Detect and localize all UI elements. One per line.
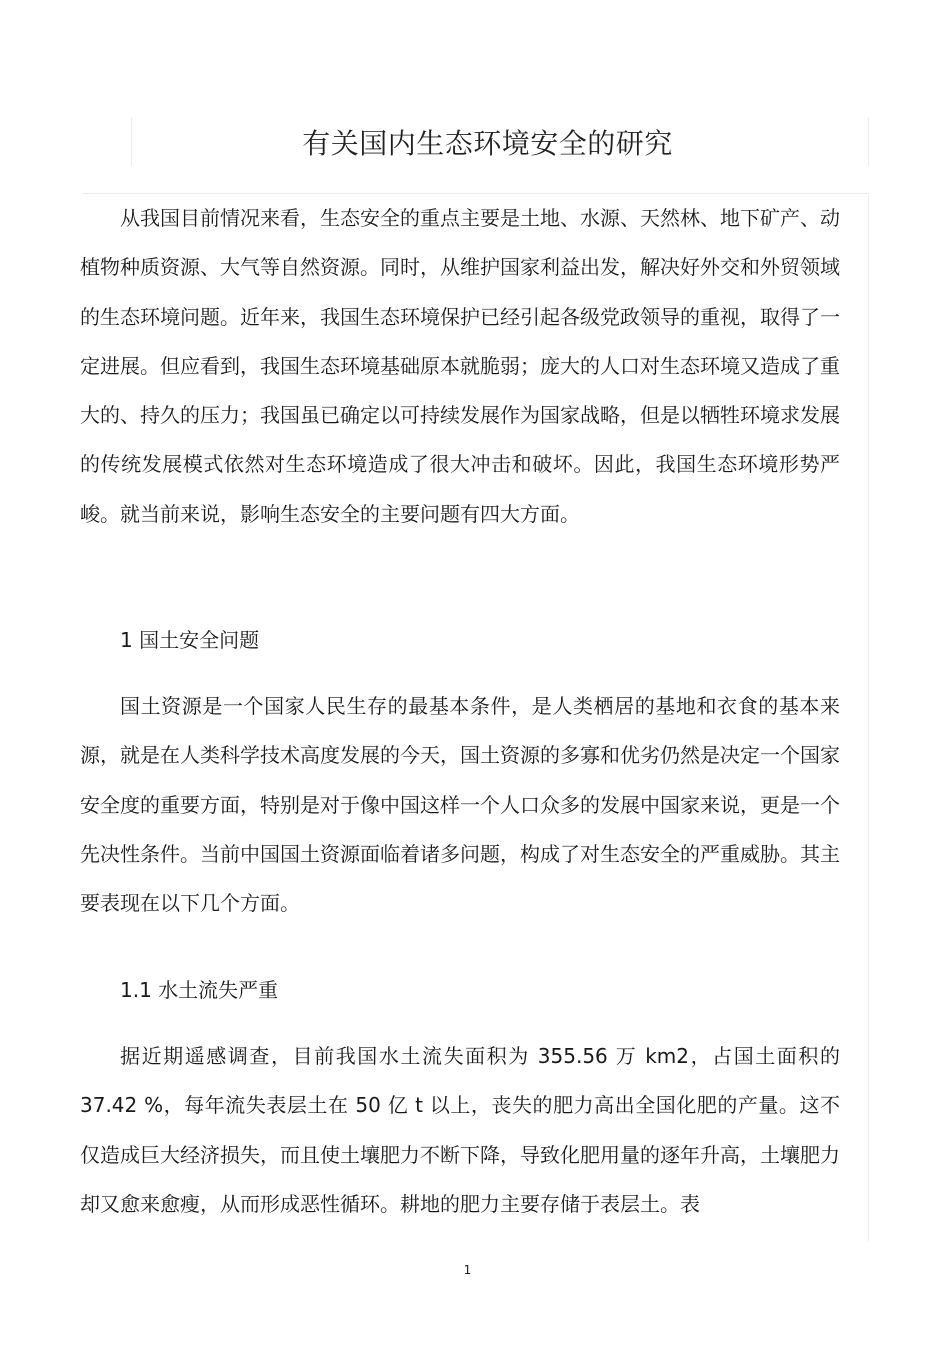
body-frame-right-rule — [868, 196, 869, 1241]
subsection-heading-soil-erosion: 1.1 水土流失严重 — [120, 978, 279, 1002]
page-number: 1 — [463, 1263, 472, 1277]
intro-paragraph: 从我国目前情况来看，生态安全的重点主要是土地、水源、天然林、地下矿产、动植物种质资源、大气等自然资源。同时，从维护国家利益出发，解决好外交和外贸领域的生态环境问题。近年来，我国生态环境保护已经引起各级党政领导的重视，取得了一定进展。但应看到，我国生态环境基础原本就脆弱；庞大的人口对生态环境又造成了重大的、持久的压力；我国虽已确定以可持续发展作为国家战略，但是以牺牲环境求发展的传统发展模式依然对生态环境造成了很大冲击和破坏。因此，我国生态环境形势严峻。就当前来说，影响生态安全的主要问题有四大方面。 — [80, 206, 840, 526]
section-heading-land-security: 1 国土安全问题 — [120, 628, 260, 652]
soil-erosion-paragraph: 据近期遥感调查，目前我国水土流失面积为 355.56 万 km2，占国土面积的 37.42 %，每年流失表层土在 50 亿 t 以上，丧失的肥力高出全国化肥的产量。这不仅造成巨大经济损失，而且使土壤肥力不断下降，导致化肥用量的逐年升高，土壤肥力却又愈来愈瘦，从而形成恶性循环。耕地的肥力主要存储于表层土。表 — [80, 1044, 840, 1216]
land-resources-paragraph: 国土资源是一个国家人民生存的最基本条件，是人类栖居的基地和衣食的基本来源，就是在人类科学技术高度发展的今天，国土资源的多寡和优劣仍然是决定一个国家安全度的重要方面，特别是对于像中国这样一个人口众多的发展中国家来说，更是一个先决性条件。当前中国国土资源面临着诸多问题，构成了对生态安全的严重威胁。其主要表现在以下几个方面。 — [80, 694, 840, 916]
document-title: 有关国内生态环境安全的研究 — [302, 127, 673, 160]
